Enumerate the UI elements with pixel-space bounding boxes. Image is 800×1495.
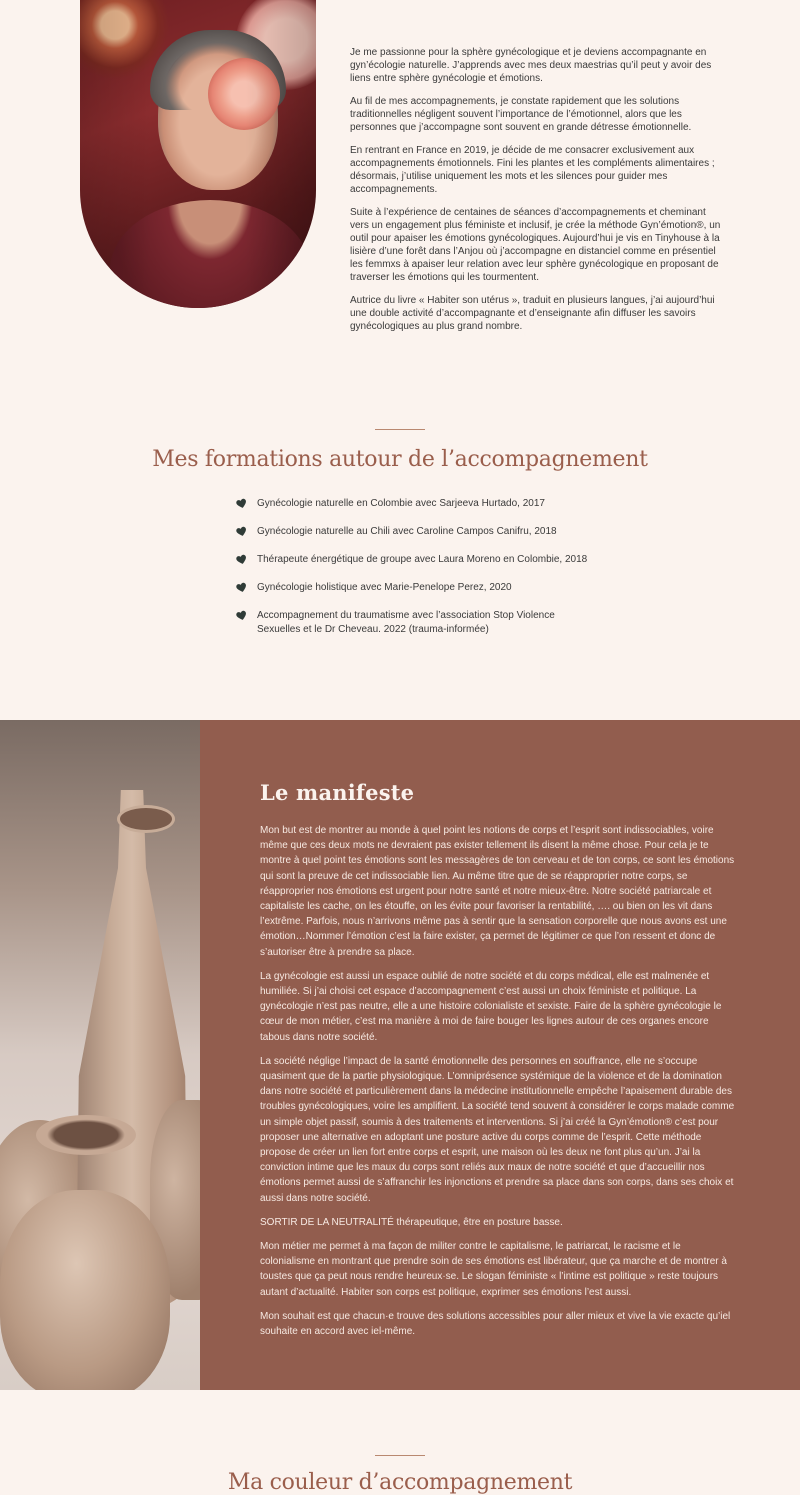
list-item bbox=[236, 553, 596, 567]
heart-icon bbox=[236, 610, 247, 621]
about-paragraph: Au fil de mes accompagnements, je constate rapidement que les solutions traditionnelles négligent souvent l’importance de l’émotionnel, alors que les personnes que j’accompagne sont souvent en grande détresse émotionnelle. bbox=[350, 96, 692, 133]
list-item bbox=[236, 581, 596, 595]
pottery-image bbox=[0, 720, 200, 1390]
formations-list bbox=[236, 497, 596, 651]
heart-icon bbox=[236, 526, 247, 537]
manifeste-paragraph: La société néglige l’impact de la santé émotionnelle des personnes en souffrance, elle ne s’occupe quasiment que de la partie physiologique. L’omniprésence systémique de la violence et de la domination dans notre société et particulièrement dans la médecine institutionnelle empêche l’apaisement durable des troubles gynécologiques, voire les amplifient. La société tend souvent à considérer le corps malade comme un simple objet passif, soumis à des traitements et interventions. Si j’ai créé la Gyn’émotion® c’est pour proposer une alternative en adoptant une posture active du corps comme de l’esprit. Cette méthode propose de créer un lien fort entre corps et esprit, une maison où les deux ne font plus qu’un. J’ai la conviction intime que les maux du corps sont reliés aux maux de notre société et que d’accueillir nos émotions permet aussi de s’affranchir les injonctions et prendre sa place dans son corps, dans ses choix et aussi dans notre société. bbox=[260, 1055, 735, 1204]
about-paragraph: En rentrant en France en 2019, je décide de me consacrer exclusivement aux accompagnements émotionnels. Fini les plantes et les compléments alimentaires ; désormais, j’utilise uniquement les mots et les silences pour guider mes accompagnements. bbox=[350, 145, 715, 195]
list-item bbox=[236, 609, 596, 637]
formation-label: Gynécologie holistique avec Marie-Penelope Perez, 2020 bbox=[257, 582, 512, 593]
couleur-title: Ma couleur d’accompagnement bbox=[227, 1470, 573, 1495]
manifeste-paragraph: Mon but est de montrer au monde à quel point les notions de corps et l’esprit sont indissociables, voire même que ces deux mots ne devraient pas exister tellement ils disent la même chose. Pour cela je te montre à quel point tes émotions sont les messagères de ton cerveau et de ton corps, ce sont les émotions qui sont la preuve de cet indissociable lien. Au même titre que de se réapproprier notre corps, se réapproprier nos émotions est urgent pour notre santé et notre mieux-être. Notre société patriarcale et capitaliste les cache, on les étouffe, on les évite pour favoriser la rentabilité, …. ou bien on les vit dans l’extrême. Parfois, nous n’arrivons même pas à sentir que la sensation corporelle que nous avons est une émotion…Nommer l’émotion c’est la faire exister, ça permet de légitimer ce que l’on ressent et donc de s’autoriser être à prendre sa place. bbox=[260, 825, 735, 958]
list-item bbox=[236, 497, 596, 511]
manifeste-text bbox=[260, 823, 738, 1348]
formation-label: Accompagnement du traumatisme avec l’association Stop Violence Sexuelles et le Dr Cheveau. 2022 (trauma-informée) bbox=[257, 610, 555, 635]
heart-icon bbox=[236, 498, 247, 509]
manifeste-title: Le manifeste bbox=[260, 780, 415, 805]
about-paragraph: Autrice du livre « Habiter son utérus », traduit en plusieurs langues, j’ai aujourd’hui une double activité d’accompagnante et d’enseignante afin diffuser les savoirs gynécologiques au plus grand nombre. bbox=[350, 295, 715, 332]
heart-icon bbox=[236, 554, 247, 565]
manifeste-paragraph: Mon métier me permet à ma façon de militer contre le capitalisme, le patriarcat, le racisme et le colonialisme en montrant que prendre soin de ses émotions est libérateur, que ça marche et de montrer à toustes que ça peut nous rendre heureux·se. Le slogan féministe « l’intime est politique » reste toujours autant d’actualité. Habiter son corps est politique, exprimer ses émotions l’est aussi. bbox=[260, 1241, 727, 1298]
about-text bbox=[350, 46, 722, 343]
manifeste-paragraph: La gynécologie est aussi un espace oublié de notre société et du corps médical, elle est malmenée et humiliée. Si j’ai choisi cet espace d’accompagnement c’est aussi un choix féministe et politique. La gynécologie n’est pas neutre, elle a une histoire colonialiste et sexiste. Faire de la sphère gynécologie le cœur de mon métier, c’est ma manière à moi de faire bouger les lignes autour de ces organes encore tabous dans notre société. bbox=[260, 970, 722, 1043]
manifeste-paragraph: SORTIR DE LA NEUTRALITÉ thérapeutique, être en posture basse. bbox=[260, 1216, 563, 1228]
portrait-image bbox=[80, 0, 316, 308]
list-item bbox=[236, 525, 596, 539]
about-paragraph: Je me passionne pour la sphère gynécologique et je deviens accompagnante en gyn’écologie naturelle. J’apprends avec mes deux maestrias qu’il peut y avoir des liens entre sphère gynécologie et émotions. bbox=[350, 47, 712, 84]
about-paragraph: Suite à l’expérience de centaines de séances d’accompagnements et cheminant vers un engagement plus féministe et inclusif, je crée la méthode Gyn’émotion®, un outil pour apaiser les émotions gynécologiques. Aujourd’hui je vis en Tinyhouse à la lisière d’une forêt dans l’Anjou où j’accompagne en distanciel comme en présentiel les femmxs à apaiser leur relation avec leur sphère gynécologique en proposant de traverser les émotions qui les tourmentent. bbox=[350, 207, 721, 283]
section-divider bbox=[375, 429, 425, 430]
formation-label: Gynécologie naturelle en Colombie avec Sarjeeva Hurtado, 2017 bbox=[257, 498, 545, 509]
manifeste-paragraph: Mon souhait est que chacun·e trouve des solutions accessibles pour aller mieux et vive la vie exacte qu’iel souhaite en accord avec iel-même. bbox=[260, 1310, 731, 1338]
formations-title: Mes formations autour de l’accompagnement bbox=[152, 447, 648, 472]
section-divider bbox=[375, 1455, 425, 1456]
formation-label: Thérapeute énergétique de groupe avec Laura Moreno en Colombie, 2018 bbox=[257, 554, 588, 565]
formation-label: Gynécologie naturelle au Chili avec Caroline Campos Canifru, 2018 bbox=[257, 526, 557, 537]
heart-icon bbox=[236, 582, 247, 593]
